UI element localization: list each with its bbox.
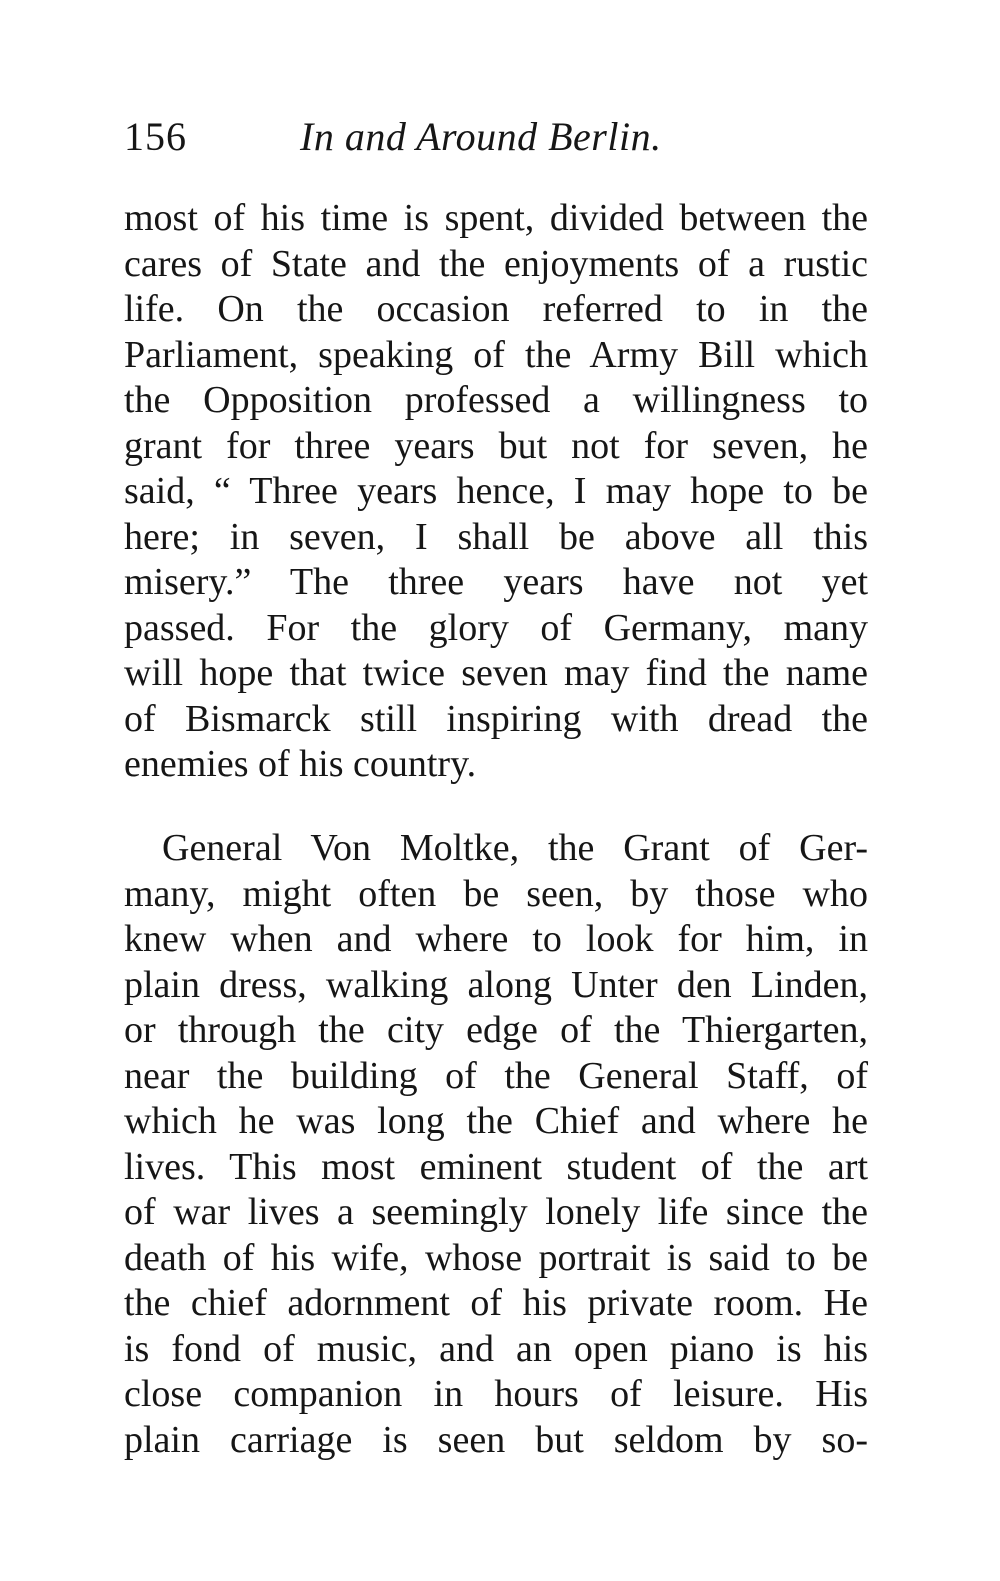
text-line: close companion in hours of leisure. His bbox=[124, 1373, 868, 1415]
text-line: General Von Moltke, the Grant of Ger- bbox=[162, 827, 868, 869]
paragraph-moltke bbox=[124, 826, 868, 1463]
text-line: enemies of his country. bbox=[124, 743, 477, 785]
text-line: of Bismarck still inspiring with dread the bbox=[124, 697, 868, 740]
text-line: misery.” The three years have not yet bbox=[124, 561, 868, 603]
running-head bbox=[124, 112, 884, 162]
text-line: death of his wife, whose portrait is said to be bbox=[124, 1236, 868, 1279]
text-line: is fond of music, and an open piano is his bbox=[124, 1327, 868, 1370]
text-line: will hope that twice seven may find the name bbox=[124, 652, 868, 694]
text-line: said, “ Three years hence, I may hope to be bbox=[124, 470, 868, 512]
text-line: grant for three years but not for seven, he bbox=[124, 424, 868, 467]
text-line: the Opposition professed a willingness to bbox=[124, 379, 868, 421]
text-line: many, might often be seen, by those who bbox=[124, 872, 868, 915]
text-line: which he was long the Chief and where he bbox=[124, 1100, 868, 1142]
page-number: 156 bbox=[124, 114, 187, 159]
text-line: passed. For the glory of Germany, many bbox=[124, 606, 868, 649]
text-line: lives. This most eminent student of the art bbox=[124, 1145, 868, 1188]
paragraph-bismarck bbox=[124, 196, 868, 788]
text-line: life. On the occasion referred to in the bbox=[124, 288, 868, 330]
text-line: plain carriage is seen but seldom by so- bbox=[124, 1418, 868, 1461]
book-title: In and Around Berlin. bbox=[300, 114, 662, 159]
text-line: Parliament, speaking of the Army Bill which bbox=[124, 333, 868, 376]
text-line: near the building of the General Staff, of bbox=[124, 1054, 868, 1097]
text-line: the chief adornment of his private room. He bbox=[124, 1282, 868, 1324]
text-line: most of his time is spent, divided between the bbox=[124, 197, 868, 239]
text-line: of war lives a seemingly lonely life since the bbox=[124, 1191, 868, 1233]
text-line: or through the city edge of the Thiergarten, bbox=[124, 1009, 868, 1051]
text-line: here; in seven, I shall be above all this bbox=[124, 515, 868, 558]
text-line: cares of State and the enjoyments of a rustic bbox=[124, 242, 868, 285]
text-line: plain dress, walking along Unter den Linden, bbox=[124, 963, 868, 1006]
text-line: knew when and where to look for him, in bbox=[124, 918, 868, 960]
